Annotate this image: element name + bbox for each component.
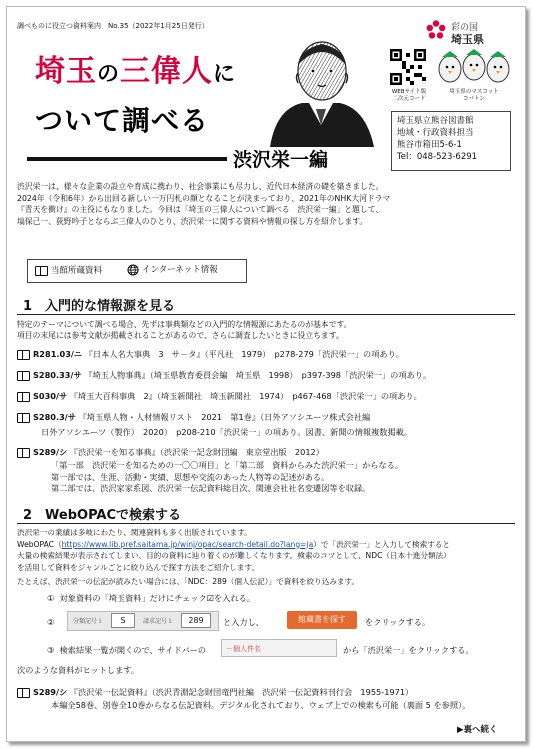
section1-title: 1 入門的な情報源を見る [23, 299, 176, 314]
legend-internet: インターネット情報 [127, 263, 218, 276]
saitama-logo [425, 19, 447, 45]
page-title-line2: ついて調べる [35, 104, 210, 137]
library-address: 熊谷市箱田5-6-1 [397, 140, 462, 150]
book-icon [17, 392, 30, 402]
prefecture-emblem-icon [425, 19, 447, 41]
pref-tagline: 彩の国 [451, 23, 479, 33]
ref-item: S280.3/サ 『埼玉県人物・人材情報リスト 2021 第1巻』（日外アソシエーツ株式会社編 [17, 412, 370, 423]
step2-number: ② [47, 617, 55, 627]
ref-item-description: 「第一部 渋沢栄一を知るための一〇〇項目」と「第二部 資料からみた渋沢栄一」からなる。 第一部では、生涯、活動・実績、思想や交流のあった人物等の記述がある。 第二部では、渋沢家家系図、渋沢栄一伝記資料総目次、関連会社社名変遷図等を収録。 [51, 460, 404, 493]
search-library-button[interactable]: 館蔵書を探す [287, 611, 357, 629]
ref-item-continued: 日外アソシエーツ（製作） 2020） p208-210「渋沢栄一」の項あり。図書、新聞の情報複数掲載。 [41, 427, 413, 437]
webopac-link[interactable]: https://www.lib.pref.saitama.jp/winj/opac/search-detail.do?lang=ja [61, 539, 314, 549]
book-icon [35, 266, 48, 276]
ref-item-description: 本編全58巻、別巻全10巻からなる伝記資料。デジタル化されており、ウェブ上での検索も可能（裏面 5 を参照）。 [51, 700, 471, 710]
ref-item: S289/シ 『渋沢栄一を知る事典』（渋沢栄一記念財団編 東京堂出版 2012） [17, 447, 324, 458]
class-input[interactable]: S [111, 613, 135, 628]
book-icon [17, 413, 30, 423]
continue-label: ▶裏へ続く [457, 725, 498, 735]
step1: ① 対象資料の「埼玉資料」だけにチェック☑を入れる。 [47, 593, 255, 603]
step2-after: をクリックする。 [365, 617, 431, 627]
section1-lead: 特定のテーマについて調べる場合、先ずは事典類などの入門的な情報源にあたるのが基本です。 項目の末尾には参考文献が掲載されることがあるので、さらに調査したいときに役立ちます。 [17, 320, 352, 340]
mascot-icon [434, 47, 514, 87]
legend-owned: 当館所蔵資料 [35, 264, 102, 276]
book-icon [17, 371, 30, 381]
mascot-caption: 埼玉県のマスコット コバトン [449, 89, 499, 102]
series-label: 調べものに役立つ資料案内 No.35（2022年1月25日発行） [17, 22, 209, 30]
library-name: 埼玉県立熊谷図書館 [397, 116, 474, 126]
library-dept: 地域・行政資料担当 [397, 128, 474, 138]
document-page [6, 6, 526, 742]
page-subtitle: 渋沢栄一編 [233, 149, 329, 171]
field-label-call: 請求記号１ [143, 618, 174, 625]
step3: ③ 検索結果一覧が開くので、サイドバーの [47, 645, 207, 655]
step2-text: と入力し、 [223, 617, 264, 627]
qr-code [390, 49, 426, 85]
library-tel: Tel：048-523-6291 [397, 152, 478, 162]
personal-subject-facet[interactable]: －個人件名 [221, 639, 337, 657]
section2-body: 渋沢栄一の業績は多岐にわたり、関連資料も多く出版されています。 WebOPAC（https://www.lib.pref.saitama.jp/winj/opac/search-detail.do?lang=ja）で「渋沢栄一」と入力して検索すると 大量の検索結果が表示されてしまい、目的の資料に辿り着くのが難しくなります。検索のコツとして、NDC（日本十進分類法） を活用して資料をジャンルごとに絞り込んで探す方法をご紹介します。 たとえば、渋沢栄一の伝記が読みたい場合には、「NDC：289（個人伝記）」で資料を絞り込みます。 [17, 528, 451, 586]
step3-after: から「渋沢栄一」をクリックする。 [343, 645, 474, 655]
section2-divider [17, 523, 515, 524]
qr-code-icon [390, 49, 426, 85]
shibusawa-portrait [262, 37, 380, 147]
result-lead: 次のような資料がヒットします。 [17, 665, 139, 675]
globe-icon [127, 264, 139, 276]
ref-item: S280.33/サ 『埼玉人物事典』（埼玉県教育委員会編 埼玉県 1998） p397-398「渋沢栄一」の項あり。 [17, 370, 431, 381]
intro-paragraph: 渋沢栄一は、様々な企業の設立や育成に携わり、社会事業にも尽力し、近代日本経済の礎を築きました。 2024年（令和6年）から出回る新しい一万円札の顔となることが決まっており、2021年のNHK大河ドラマ 『青天を衝け』の主役にもなりました。今回は「埼玉の三偉人について調べる 渋沢栄一編」と題して、 塙保己一、荻野吟子とならぶ三偉人のひとり、渋沢栄一に関する資料や情報の探し方を紹介します。 [17, 182, 391, 226]
pref-name: 埼玉県 [451, 33, 484, 46]
call-number-input[interactable]: 289 [181, 613, 211, 628]
ref-item: R281.03/ニ 『日本人名大事典 3 サ－タ』（平凡社 1979） p278-279「渋沢栄一」の項あり。 [17, 349, 404, 360]
book-icon [17, 448, 30, 458]
section2-title: 2 WebOPACで検索する [23, 508, 182, 523]
ref-item: S030/サ 『埼玉大百科事典 2』（埼玉新聞社 埼玉新聞社 1974） p467-468「渋沢栄一」の項あり。 [17, 391, 422, 402]
ref-item: S289/シ 『渋沢栄一伝記資料』（渋沢青淵記念財団竜門社編 渋沢栄一伝記資料刊行会 1955-1971） [17, 687, 413, 698]
section1-divider [17, 314, 515, 315]
qr-caption: WEBサイト版 二次元コード [391, 89, 427, 102]
page-title-line1: 埼玉の三偉人に [35, 54, 237, 89]
library-info [397, 115, 477, 163]
title-underline [27, 157, 227, 161]
portrait-illustration [262, 37, 380, 147]
book-icon [17, 688, 30, 698]
mascot-kobaton [434, 47, 514, 87]
book-icon [17, 350, 30, 360]
field-label-class: 分類記号１ [73, 618, 104, 625]
